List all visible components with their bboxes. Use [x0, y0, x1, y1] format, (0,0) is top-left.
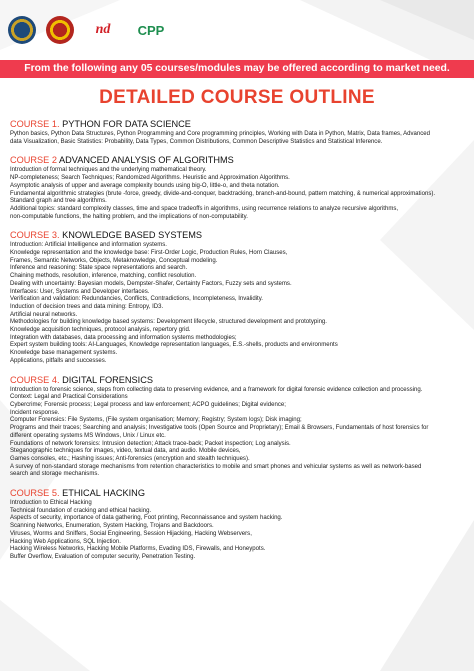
course-name: ETHICAL HACKING	[62, 488, 145, 499]
course-topic-line: Asymptotic analysis of upper and average complexity bounds using big-O, little-o, and theta notation.	[10, 182, 280, 189]
institute-emblem-logo	[46, 16, 74, 44]
course-section	[10, 375, 464, 479]
course-topic-line: Integration with databases, data processing and information systems methodologies;	[10, 334, 237, 341]
header-logos	[0, 0, 474, 60]
course-topic-line: Applications, pitfalls and successes.	[10, 357, 107, 364]
course-topic-line: Games consoles, etc.; Hashing issues; Anti-forensics (encryption and stealth techniques).	[10, 455, 250, 462]
course-name: DIGITAL FORENSICS	[62, 374, 153, 385]
course-number: COURSE 5.	[10, 488, 60, 499]
course-topic-line: Verification and validation: Redundancies, Conflicts, Contradictions, Incompleteness, Invalidity.	[10, 296, 263, 303]
course-topic-line: Hacking Web Applications, SQL Injection.	[10, 538, 121, 545]
course-topic-line: search and storage mechanisms.	[10, 471, 100, 478]
course-name: KNOWLEDGE BASED SYSTEMS	[62, 230, 202, 241]
course-topic-line: Knowledge base management systems.	[10, 350, 118, 357]
course-name: ADVANCED ANALYSIS OF ALGORITHMS	[59, 155, 234, 166]
course-section	[10, 488, 464, 562]
course-topic-line: Buffer Overflow, Evaluation of computer security, Penetration Testing.	[10, 553, 196, 560]
course-topic-line: Steganographic techniques for images, video, textual data, and audio. Mobile devices,	[10, 448, 241, 455]
course-topic-line: Induction of decision trees and data mining: Entropy, ID3.	[10, 303, 164, 310]
course-topic-line: Knowledge representation and the knowledge base: First-Order Logic, Production Rules, Horn Clauses,	[10, 250, 288, 257]
course-topic-line: Programs and their traces; Searching and analysis; Investigative tools (Open Source and Proprietary); Email & Browsers, Fundamentals of host forensics for	[10, 425, 429, 432]
course-title	[10, 155, 464, 165]
course-name: PYTHON FOR DATA SCIENCE	[62, 119, 191, 129]
course-topic-line: Fundamental algorithmic strategies (brute -force, greedy, divide-and-conquer, backtracking, branch-and-bound, pattern matching, & numerical approximations).	[10, 190, 436, 197]
cpp-logo: CPP	[137, 22, 165, 38]
course-number: COURSE 1.	[10, 119, 60, 129]
nd-academy-logo: nd	[84, 16, 122, 44]
course-number: COURSE 3.	[10, 230, 60, 241]
course-topic-line: Introduction to Ethical Hacking	[10, 500, 92, 507]
course-list	[0, 119, 474, 562]
course-section	[10, 230, 464, 365]
course-topic-line: Standard graph and tree algorithms.	[10, 198, 107, 205]
course-topic-line: A survey of non-standard storage mechanisms from retention characteristics to mobile and smart phones and vehicular systems as well as network-based	[10, 463, 422, 470]
course-topic-line: Interfaces: User, Systems and Developer interfaces.	[10, 288, 150, 295]
course-topic-line: NP-completeness; Search Techniques; Randomized Algorithms. Heuristic and Approximation Algorithms.	[10, 175, 290, 182]
course-topic-line: Scanning Networks, Enumeration, System Hacking, Trojans and Backdoors.	[10, 523, 214, 530]
course-topic-line: data Visualization, Basic Statistics: Probability, Data Types, Common Distributions, Common Descriptive Statistics and Statistical Inference.	[10, 138, 383, 145]
course-title	[10, 230, 464, 240]
course-topic-line: different operating systems MS Windows, Unix / Linux etc.	[10, 432, 166, 439]
course-section	[10, 119, 464, 146]
page-title: DETAILED COURSE OUTLINE	[99, 87, 375, 108]
course-topic-line: Expert system building tools: AI-Languages, Knowledge representation languages, E.S.-shells, products and environments	[10, 342, 338, 349]
course-topic-line: Cybercrime; Forensic process; Legal process and law enforcement; ACPO guidelines; Digital evidence;	[10, 401, 286, 408]
course-topic-line: Additional topics: standard complexity classes, time and space tradeoffs in algorithms, using recurrence relations to analyze recursive algorithms,	[10, 205, 399, 212]
course-topic-line: Foundations of network forensics: Intrusion detection; Attack trace-back; Packet inspection; Log analysis.	[10, 440, 291, 447]
course-section	[10, 155, 464, 221]
offer-banner: From the following any 05 courses/modules may be offered according to market need.	[0, 60, 474, 78]
course-topic-line: Computer Forensics: File Systems, (File system organisation; Memory; Registry; System logs); Disk imaging;	[10, 417, 302, 424]
course-topic-line: Artificial neural networks.	[10, 311, 78, 318]
course-title	[10, 375, 464, 385]
course-topic-line: Introduction: Artificial Intelligence and information systems.	[10, 242, 167, 249]
course-topic-line: non-computable functions, the halting problem, and the implications of non-computability.	[10, 213, 248, 220]
course-title	[10, 488, 464, 498]
course-topic-line: Methodologies for building knowledge based systems: Development lifecycle, structured development and prototyping.	[10, 319, 327, 326]
course-topic-line: Dealing with uncertainty: Bayesian models, Dempster-Shafer, Certainty Factors, Fuzzy sets and systems.	[10, 280, 292, 287]
course-topic-line: Chaining methods, resolution, inference, matching, conflict resolution.	[10, 273, 197, 280]
course-topic-line: Context: Legal and Practical Considerations	[10, 394, 128, 401]
course-topic-line: Hacking Wireless Networks, Hacking Mobile Platforms, Evading IDS, Firewalls, and Honeypots.	[10, 546, 266, 553]
course-topic-line: Frames, Semantic Networks, Objects, Metaknowledge, Conceptual modeling.	[10, 257, 218, 264]
course-title	[10, 119, 464, 129]
course-topic-line: Knowledge acquisition techniques, protocol analysis, repertory grid.	[10, 327, 191, 334]
course-topic-line: Incident response.	[10, 409, 60, 416]
course-topic-line: Python basics, Python Data Structures, Python Programming and Core programming principles, Working with Data in Python, Matrix, Data frames, Advanced	[10, 131, 431, 137]
course-topic-line: Aspects of security, importance of data gathering, Foot printing, Reconnaissance and system hacking.	[10, 515, 283, 522]
course-number: COURSE 4.	[10, 374, 60, 385]
course-topic-line: Viruses, Worms and Sniffers, Social Engineering, Session Hijacking, Hacking Webservers,	[10, 530, 252, 537]
course-number: COURSE 2	[10, 155, 57, 166]
university-seal-logo	[8, 16, 36, 44]
course-topic-line: Introduction to forensic science, steps from collecting data to preserving evidence, and a framework for digital forensic evidence collection and processing.	[10, 386, 423, 393]
course-topic-line: Introduction of formal techniques and the underlying mathematical theory.	[10, 167, 207, 174]
course-topic-line: Technical foundation of cracking and ethical hacking.	[10, 507, 152, 514]
course-topic-line: Inference and reasoning: State space representations and search.	[10, 265, 188, 272]
